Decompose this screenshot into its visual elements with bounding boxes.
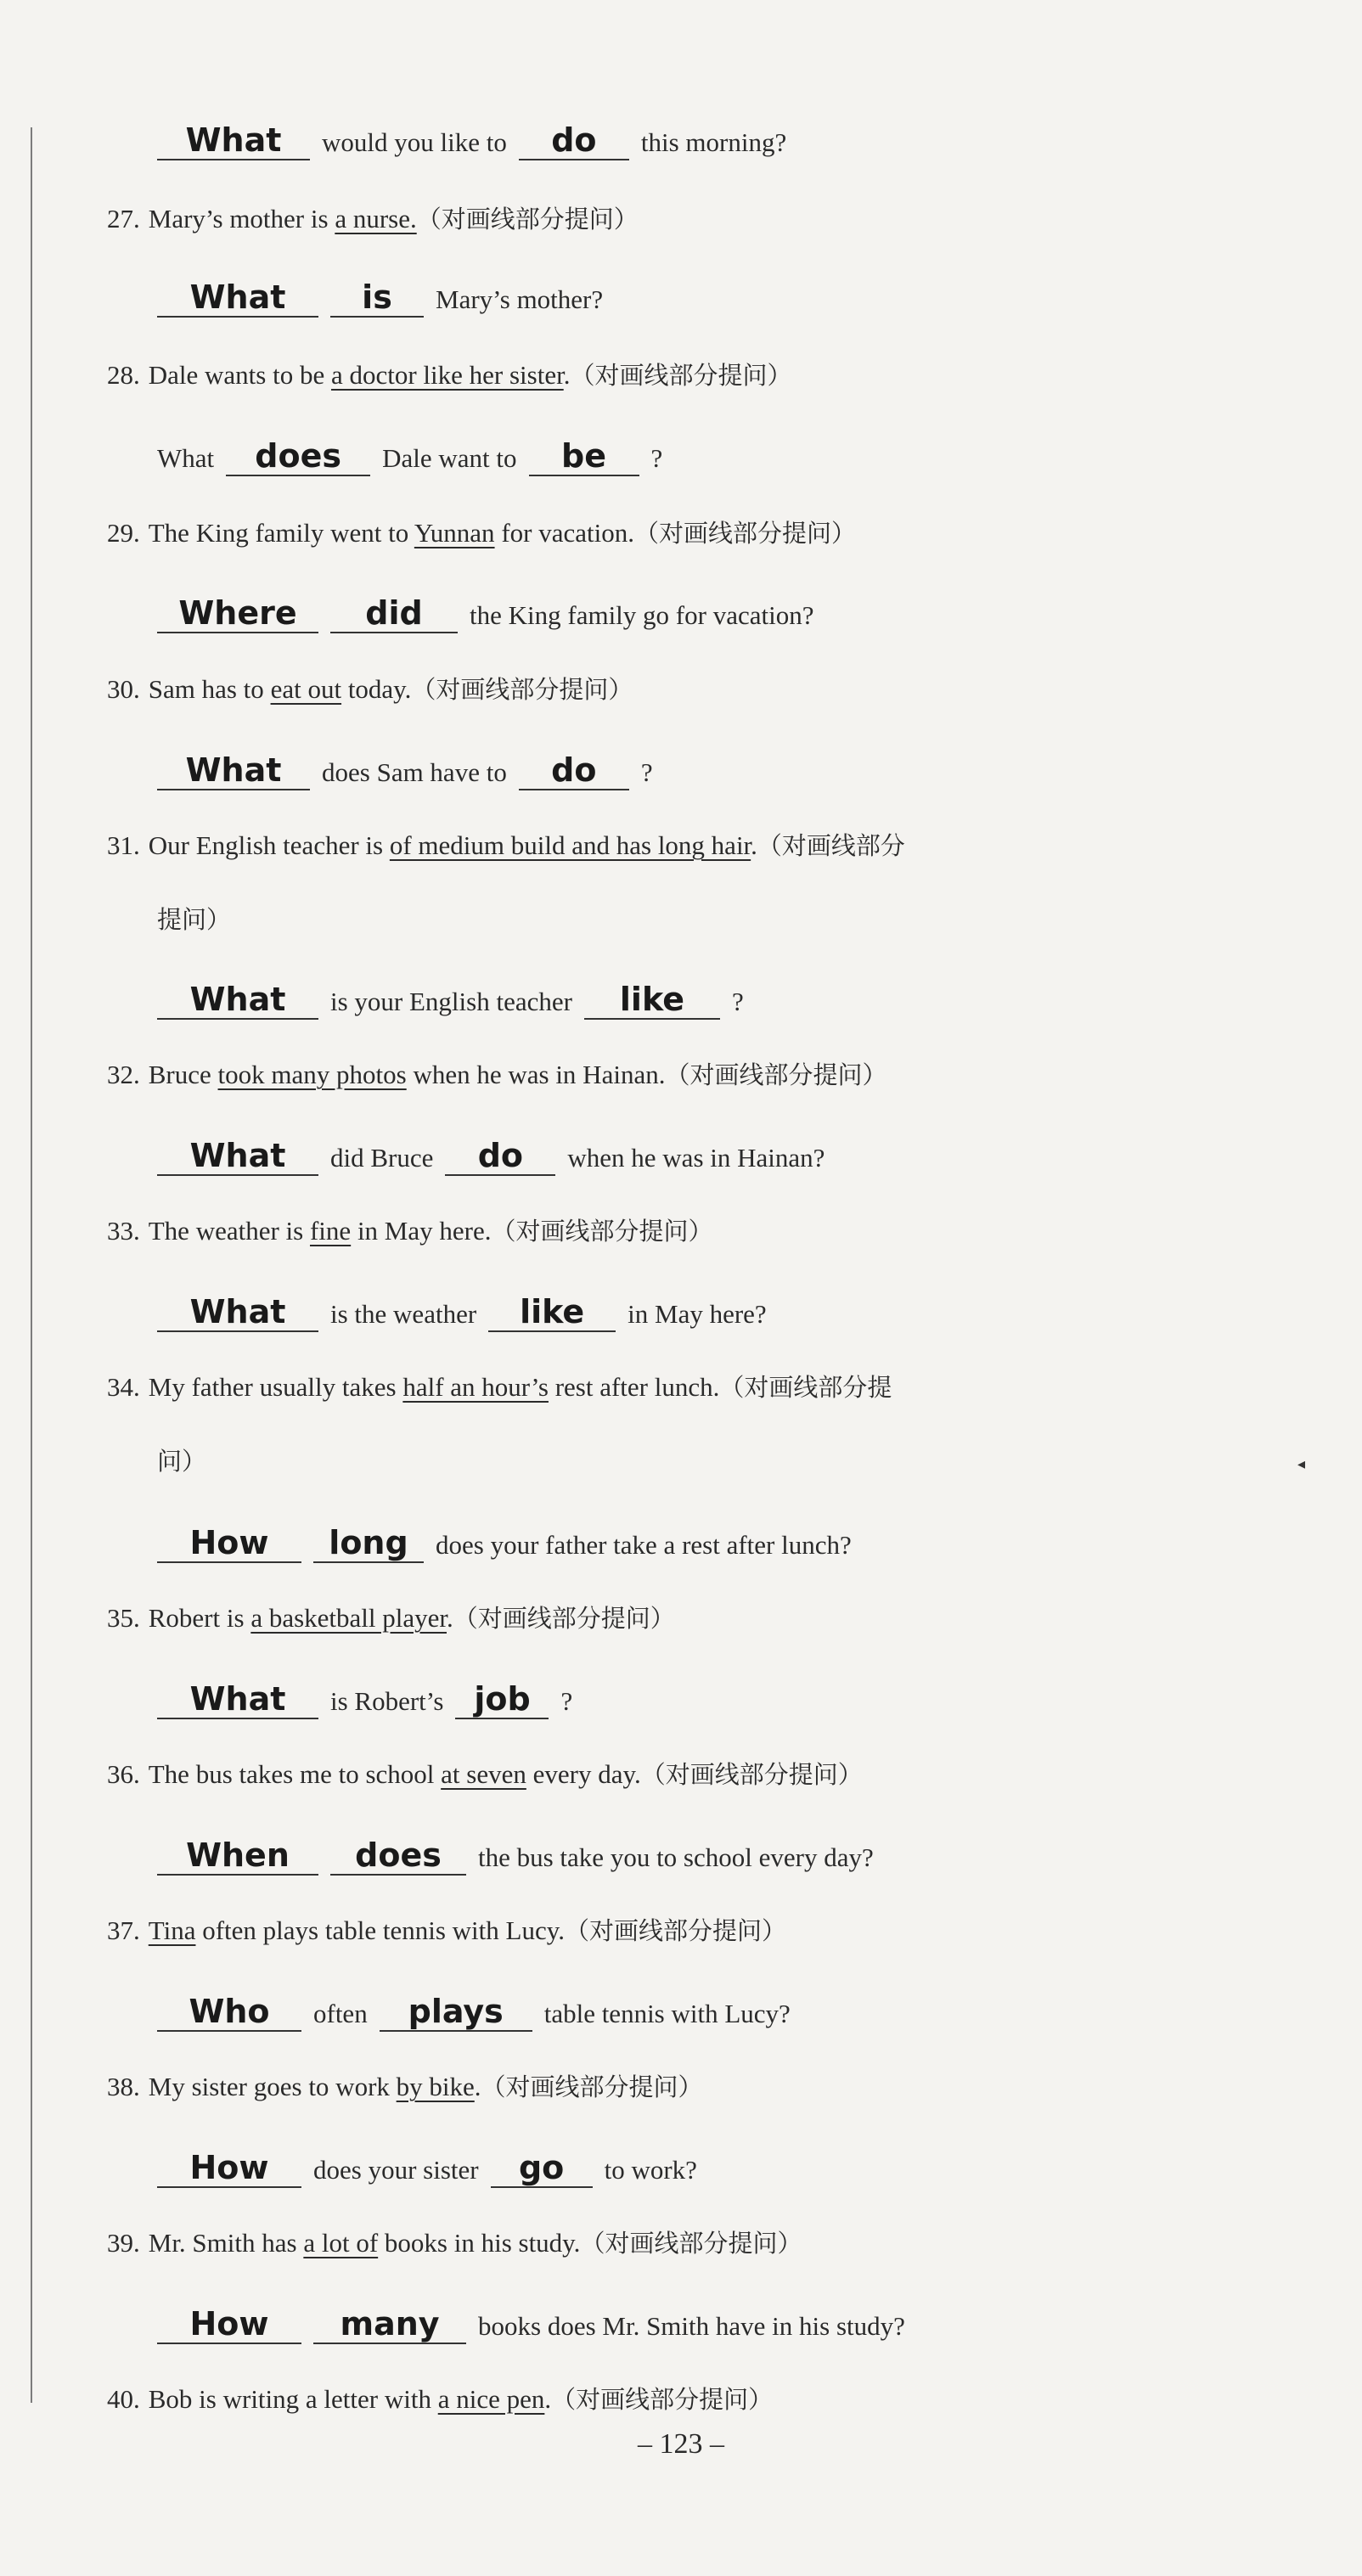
q28-underlined: a doctor like her sister bbox=[330, 360, 564, 390]
q28-blank-1: does bbox=[226, 437, 370, 476]
q33-underlined: fine bbox=[309, 1216, 352, 1246]
q28-question: 28. Dale wants to be a doctor like her sister.（对画线部分提问） bbox=[107, 360, 792, 390]
q35-underlined: a basketball player bbox=[250, 1603, 447, 1633]
q37-blank-2: plays bbox=[380, 1993, 532, 2032]
q34-blank-2: long bbox=[313, 1524, 424, 1563]
q29-blank-2: did bbox=[330, 594, 458, 633]
q33-answer: What is the weather like in May here? bbox=[157, 1293, 767, 1332]
q38-answer: How does your sister go to work? bbox=[157, 2149, 697, 2188]
q36-answer: When does the bus take you to school every day? bbox=[157, 1836, 874, 1876]
arrow-mark-icon: ◂ bbox=[1297, 1455, 1306, 1472]
q30-answer: What does Sam have to do ? bbox=[157, 751, 653, 790]
q34-answer: How long does your father take a rest after lunch? bbox=[157, 1524, 852, 1563]
q32-question: 32. Bruce took many photos when he was in Hainan.（对画线部分提问） bbox=[107, 1060, 887, 1089]
q32-blank-1: What bbox=[157, 1137, 318, 1176]
left-margin-line bbox=[31, 127, 32, 2403]
q33-blank-2: like bbox=[488, 1293, 616, 1332]
q31-underlined: of medium build and has long hair bbox=[389, 830, 751, 860]
q27-underlined: a nurse. bbox=[335, 204, 417, 233]
q37-question: 37. Tina often plays table tennis with Lucy.（对画线部分提问） bbox=[107, 1915, 786, 1945]
q38-blank-2: go bbox=[491, 2149, 593, 2188]
q34-question: 34. My father usually takes half an hour’s rest after lunch.（对画线部分提 bbox=[107, 1372, 892, 1402]
q29-underlined: Yunnan bbox=[414, 518, 495, 548]
q26-blank-2: do bbox=[519, 121, 629, 160]
q32-underlined: took many photos bbox=[217, 1060, 407, 1089]
q32-answer: What did Bruce do when he was in Hainan? bbox=[157, 1137, 825, 1176]
q27-blank-2: is bbox=[330, 278, 424, 318]
q27-answer: What is Mary’s mother? bbox=[157, 278, 603, 318]
q39-blank-2: many bbox=[313, 2305, 466, 2344]
q31-blank-1: What bbox=[157, 981, 318, 1020]
q26-blank-1: What bbox=[157, 121, 310, 160]
q33-question: 33. The weather is fine in May here.（对画线部分提问） bbox=[107, 1216, 713, 1246]
q36-blank-1: When bbox=[157, 1836, 318, 1876]
page-number: – 123 – bbox=[638, 2428, 724, 2460]
q36-underlined: at seven bbox=[441, 1759, 526, 1789]
q29-blank-1: Where bbox=[157, 594, 318, 633]
q40-question: 40. Bob is writing a letter with a nice pen.（对画线部分提问） bbox=[107, 2384, 774, 2414]
q36-question: 36. The bus takes me to school at seven every day.（对画线部分提问） bbox=[107, 1759, 863, 1789]
q37-underlined: Tina bbox=[148, 1915, 196, 1945]
q37-answer: Who often plays table tennis with Lucy? bbox=[157, 1993, 791, 2032]
q39-question: 39. Mr. Smith has a lot of books in his study.（对画线部分提问） bbox=[107, 2228, 802, 2258]
q35-answer: What is Robert’s job ? bbox=[157, 1680, 572, 1719]
q38-underlined: by bike bbox=[396, 2072, 475, 2101]
q34-blank-1: How bbox=[157, 1524, 301, 1563]
q37-blank-1: Who bbox=[157, 1993, 301, 2032]
q31-question: 31. Our English teacher is of medium build and has long hair.（对画线部分 bbox=[107, 830, 905, 860]
q30-underlined: eat out bbox=[270, 674, 342, 704]
q27-blank-1: What bbox=[157, 278, 318, 318]
q30-question: 30. Sam has to eat out today.（对画线部分提问） bbox=[107, 674, 633, 704]
q35-question: 35. Robert is a basketball player.（对画线部分提问） bbox=[107, 1603, 675, 1633]
q27-question: 27. Mary’s mother is a nurse.（对画线部分提问） bbox=[107, 204, 639, 233]
q28-blank-2: be bbox=[529, 437, 639, 476]
q29-question: 29. The King family went to Yunnan for vacation.（对画线部分提问） bbox=[107, 518, 856, 548]
q34-underlined: half an hour’s bbox=[402, 1372, 549, 1402]
q36-blank-2: does bbox=[330, 1836, 466, 1876]
q39-underlined: a lot of bbox=[303, 2228, 379, 2258]
q38-blank-1: How bbox=[157, 2149, 301, 2188]
q38-question: 38. My sister goes to work by bike.（对画线部分提问） bbox=[107, 2072, 703, 2101]
q39-answer: How many books does Mr. Smith have in his study? bbox=[157, 2305, 905, 2344]
q34-question-cont: 问） bbox=[157, 1447, 207, 1476]
q31-blank-2: like bbox=[584, 981, 720, 1020]
q32-blank-2: do bbox=[445, 1137, 555, 1176]
q31-answer: What is your English teacher like ? bbox=[157, 981, 744, 1020]
q40-underlined: a nice pen bbox=[437, 2384, 545, 2414]
q33-blank-1: What bbox=[157, 1293, 318, 1332]
q35-blank-1: What bbox=[157, 1680, 318, 1719]
q26-answer: What would you like to do this morning? bbox=[157, 121, 786, 160]
q29-answer: Where did the King family go for vacation? bbox=[157, 594, 813, 633]
q35-blank-2: job bbox=[455, 1680, 549, 1719]
q30-blank-2: do bbox=[519, 751, 629, 790]
q28-answer: What does Dale want to be ? bbox=[157, 437, 663, 475]
q31-question-cont: 提问） bbox=[157, 905, 232, 934]
q30-blank-1: What bbox=[157, 751, 310, 790]
q39-blank-1: How bbox=[157, 2305, 301, 2344]
